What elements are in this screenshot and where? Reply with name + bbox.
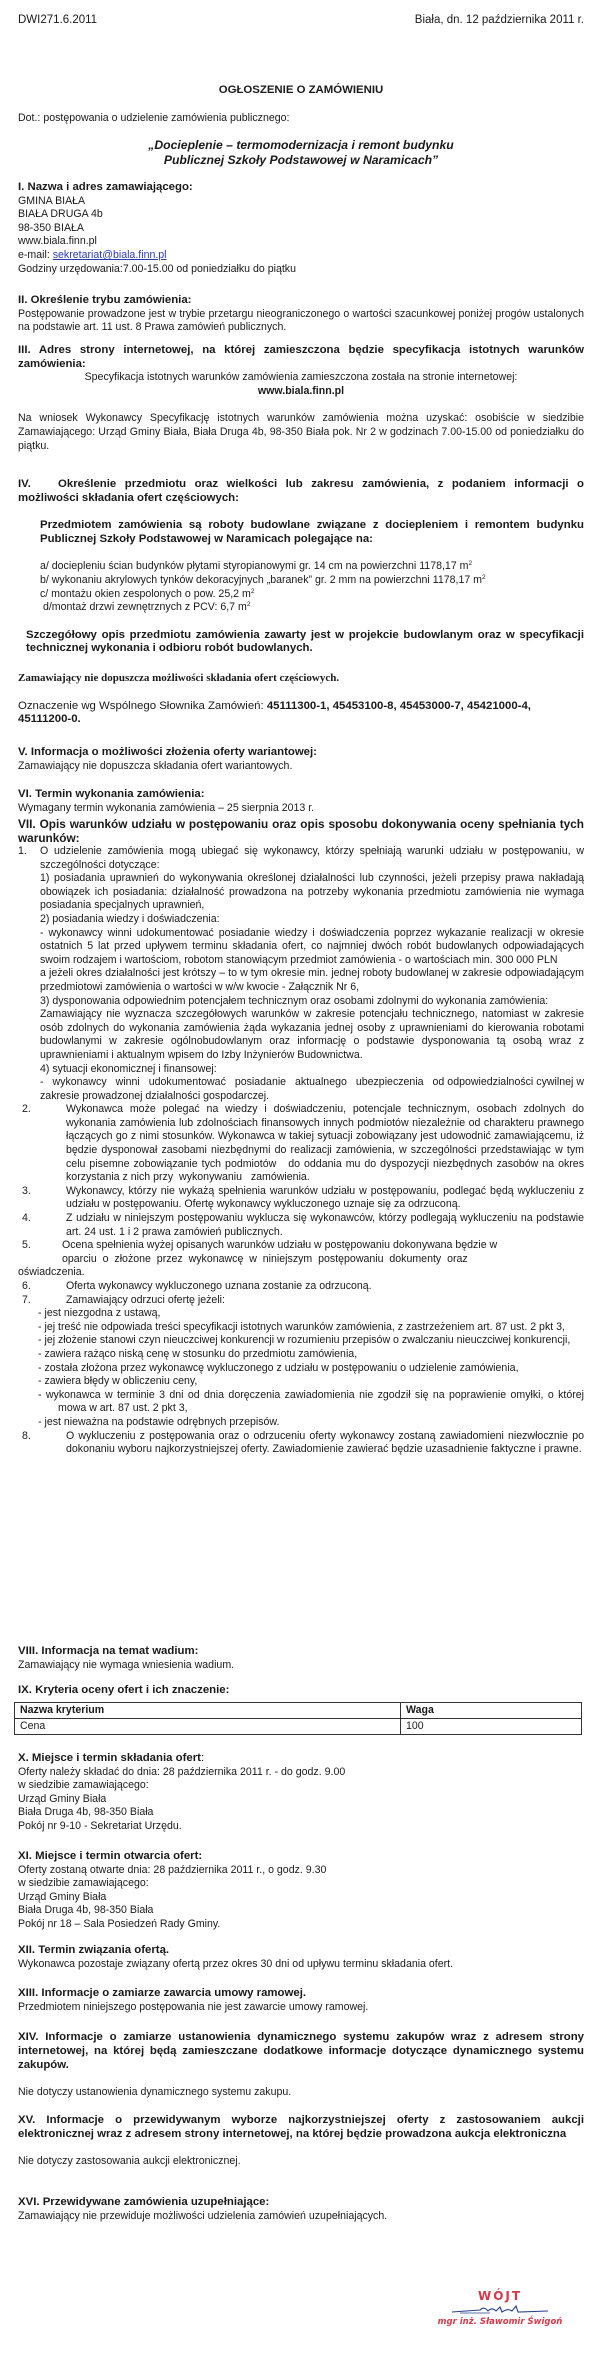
table-cell: Cena (15, 1719, 401, 1735)
section-11 (18, 1850, 326, 1932)
condition-4 (18, 1212, 584, 1239)
project-title (18, 138, 584, 168)
stamp-title: WÓJT (477, 2289, 523, 2303)
superscript: 2 (468, 560, 473, 568)
submission-line: Oferty należy składać do dnia: 28 października 2011 r. - do godz. 9.00 (18, 1765, 346, 1778)
rejection-item: - jej treść nie odpowiada treści specyfikacji istotnych warunków zamówienia, z zastrzeżeniem art. 87 ust. 2 pkt 3, (38, 1320, 565, 1333)
section-10-heading (18, 1752, 345, 1766)
address-line: BIAŁA DRUGA 4b (18, 208, 103, 221)
condition-subitem: 2) posiadania wiedzy i doświadczenia: (40, 912, 220, 925)
condition-number: 4. (22, 1212, 31, 1225)
section-12 (18, 1944, 453, 1971)
section-4-number: IV. (18, 478, 31, 490)
section-1-heading: I. Nazwa i adres zamawiającego: (18, 181, 193, 193)
condition-number: 1. (18, 845, 27, 857)
section-16-heading: XVI. Przewidywane zamówienia uzupełniające: (18, 2196, 270, 2208)
rejection-item: - zawiera rażąco niską cenę w stosunku do przedmiotu zamówienia, (38, 1347, 358, 1360)
table-header-cell: Waga (401, 1703, 582, 1719)
section-15 (18, 2113, 584, 2169)
section-8 (18, 1645, 234, 1672)
section-3-heading: III. Adres strony internetowej, na której zamieszczona będzie specyfikacja istotnych warunków zamówienia: (18, 344, 584, 370)
section-16-text: Zamawiający nie przewiduje możliwości udzielenia zamówień uzupełniających. (18, 2209, 388, 2222)
superscript: 2 (246, 601, 251, 609)
works-item (40, 574, 584, 588)
spec-url[interactable]: www.biala.finn.pl (257, 384, 345, 397)
signature-stamp (420, 2290, 580, 2329)
section-13-text: Przedmiotem niniejszego postępowania nie jest zawarcie umowy ramowej. (18, 2000, 369, 2013)
signatory-name: mgr inż. Sławomir Świgoń (437, 2316, 563, 2327)
opening-line: Urząd Gminy Biała (18, 1890, 107, 1903)
condition-8 (18, 1430, 584, 1457)
works-item-text: d/montaż drzwi zewnętrznych z PCV: 6,7 m (40, 601, 247, 614)
opening-line: Oferty zostaną otwarte dnia: 28 października 2011 r., o godz. 9.30 (18, 1863, 327, 1876)
condition-text: Wykonawca może polegać na wiedzy i doświadczeniu, potencjale technicznym, osobach zdolnych do wykonania zamówienia lub zdolnościach finansowych innych podmiotów niezależnie od charakteru prawnego łączących go z nimi stosunków. Wykonawca w takiej sytuacji zobowiązany jest udowodnić zamawiającemu, iż będzie dysponował zasobami niezbędnymi do realizacji zamówienia, w szczególności przedstawiając w tym celu pisemne zobowiązanie tych podmiotów do oddania mu do dyspozycji niezbędnych zasobów na okres korzystania z nich przy wykonywaniu zamówienia. (66, 1103, 587, 1184)
project-title-line1: „Docieplenie – termomodernizacja i remont budynku (148, 138, 454, 152)
section-8-text: Zamawiający nie wymaga wniesienia wadium. (18, 1658, 235, 1671)
reference-number: DWI271.6.2011 (18, 14, 98, 26)
section-13-heading: XIII. Informacje o zamiarze zawarcia umowy ramowej. (18, 1987, 307, 1999)
section-10 (18, 1752, 345, 1834)
website-text: www.biala.finn.pl (18, 235, 97, 248)
condition-text: Oferta wykonawcy wykluczonego uznana zostanie za odrzuconą. (66, 1280, 372, 1292)
condition-subitem-text: Zamawiający nie wyznacza szczegółowych warunków w zakresie potencjału technicznego, natomiast w zakresie osób zdolnych do wykonania zamówienia żąda wykazania jednej osoby z uprawnieniami do kierowania robotami budowlanymi w zakresie ogólnobudowlanym oraz informację o podstawie dysponowania tą osobą wraz z uprawnieniami i aktualnym wpisem do Izby Inżynierów Budownictwa. (40, 1008, 584, 1061)
condition-number: 3. (22, 1184, 31, 1197)
condition-number: 7. (22, 1293, 31, 1306)
cpv-codes (18, 700, 584, 727)
section-9 (18, 1684, 229, 1698)
opening-line: w siedzibie zamawiającego: (18, 1877, 149, 1890)
section-10-heading-text: X. Miejsce i termin składania ofert (18, 1752, 201, 1764)
section-12-heading: XII. Termin związania ofertą. (18, 1944, 170, 1956)
condition-text-line (18, 1239, 584, 1253)
works-item-text: c/ montażu okien zespolonych o pow. 25,2 m (40, 587, 251, 600)
condition-text: Wykonawcy, którzy nie wykażą spełnienia warunków udziału w postępowaniu, podlegać będą wykluczeniu z udziału w postępowaniu. Ofertę wykonawcy wykluczonego uznaje się za odrzuconą. (66, 1184, 584, 1211)
submission-line: Pokój nr 9-10 - Sekretariat Urzędu. (18, 1819, 182, 1832)
superscript: 2 (250, 587, 255, 595)
section-1 (18, 181, 296, 276)
rejection-item: - jest nieważna na podstawie odrębnych przepisów. (38, 1415, 280, 1428)
table-header-cell: Nazwa kryterium (15, 1703, 401, 1719)
condition-subitem: 1) posiadania uprawnień do wykonywania określonej działalności lub czynności, jeżeli przepisy prawa nakładają obowiązek ich posiadania: działalność prowadzona na potrzeby wykonania przedmiotu zamówienia nie wymaga posiadania specjalnych uprawnień, (40, 872, 584, 912)
condition-3 (18, 1185, 584, 1212)
rejection-item: - została złożona przez wykonawcę wykluczonego z udziału w postępowaniu o udzielenie zamówienia, (38, 1361, 519, 1374)
condition-1 (18, 845, 587, 1103)
section-13 (18, 1987, 368, 2014)
colon: : (200, 1752, 205, 1764)
criteria-table-wrapper (14, 1702, 582, 1735)
section-6-heading: VI. Termin wykonania zamówienia: (18, 788, 205, 800)
section-4-heading (18, 478, 584, 505)
section-2 (18, 294, 584, 335)
detail-description: Szczegółowy opis przedmiotu zamówienia zawarty jest w projekcie budowlanym oraz w specyfikacji technicznej wykonania i odbioru robót budowlanych. (26, 628, 584, 655)
spec-center-text: Specyfikacja istotnych warunków zamówienia zamieszczona została na stronie internetowej: (84, 371, 518, 384)
section-15-text: Nie dotyczy zastosowania aukcji elektronicznej. (18, 2155, 241, 2167)
section-5 (18, 746, 317, 773)
works-item (40, 588, 584, 602)
section-3-text: Na wniosek Wykonawcy Specyfikację istotnych warunków zamówienia można uzyskać: osobiście w siedzibie Zamawiającego: Urząd Gminy Biała, Biała Druga 4b, 98-350 Biała pok. Nr 2 w godzinach 7.00-15.00 od poniedziałku do piątku. (18, 412, 584, 452)
submission-line: Urząd Gminy Biała (18, 1792, 107, 1805)
section-6-text: Wymagany termin wykonania zamówienia – 25 sierpnia 2013 r. (18, 801, 315, 814)
works-list (40, 560, 584, 614)
condition-number: 5. (22, 1239, 31, 1252)
intro-text: Dot.: postępowania o udzielenie zamówienia publicznego: (18, 112, 290, 124)
office-hours: Godziny urzędowania:7.00-15.00 od poniedziałku do piątku (18, 262, 296, 275)
section-7-heading: VII. Opis warunków udziału w postępowaniu oraz opis sposobu dokonywania oceny spełniania tych warunków: (18, 817, 584, 845)
condition-subitem-text: - wykonawcy winni udokumentować posiadanie aktualnego ubezpieczenia od odpowiedzialności cywilnej w zakresie prowadzonej działalności gospodarczej. (40, 1076, 587, 1102)
condition-text: O wykluczeniu z postępowania oraz o odrzuceniu oferty wykonawcy zostaną zawiadomieni niezwłocznie po dokonaniu wyboru najkorzystniejszej oferty. Zawiadomienie zawierać będzie uzasadnienie faktyczne i prawne. (66, 1429, 584, 1456)
condition-subitem-text: a jeżeli okres działalności jest krótszy – to w tym okresie min. jednej roboty budowlanej w zakresie odpowiadającym przedmiotowi zamówienia o wartości w w/w kwocie - Załącznik Nr 6, (40, 967, 584, 993)
condition-7 (18, 1294, 584, 1308)
condition-6 (18, 1280, 584, 1294)
document-title: OGŁOSZENIE O ZAMÓWIENIU (218, 84, 384, 96)
table-header-row (15, 1703, 582, 1719)
address-line: GMINA BIAŁA (18, 194, 86, 207)
works-item (40, 601, 584, 615)
criteria-table (14, 1702, 582, 1735)
condition-subitem-text: - wykonawcy winni udokumentować posiadanie wiedzy i doświadczenia poprzez wykazanie realizacji w okresie ostatnich 5 lat przed upływem terminu składania ofert, co najmniej dwóch robót budowlanych odpowiadających swoim rodzajem i wartościom, robotom stanowiącym przedmiot zamówienia - o wartościach min. 300 000 PLN (40, 926, 584, 966)
section-5-text: Zamawiający nie dopuszcza składania ofert wariantowych. (18, 759, 293, 772)
rejection-item: - jej złożenie stanowi czyn nieuczciwej konkurencji w rozumieniu przepisów o zwalczaniu nieuczciwej konkurencji, (38, 1334, 571, 1347)
email-label: e-mail: (18, 248, 53, 261)
section-2-text: Postępowanie prowadzone jest w trybie przetargu nieograniczonego o wartości szacunkowej poniżej progów ustalonych na podstawie art. 11 ust. 8 Prawa zamówień publicznych. (18, 307, 584, 334)
cpv-values: 45111300-1, 45453100-8, 45453000-7, 45421000-4, 45111200-0. (18, 699, 531, 726)
superscript: 2 (482, 573, 486, 581)
rejection-item: - jest niezgodna z ustawą, (38, 1307, 161, 1320)
section-5-heading: V. Informacja o możliwości złożenia oferty wariantowej: (18, 746, 317, 758)
section-14 (18, 2030, 584, 2100)
section-2-heading: II. Określenie trybu zamówienia: (18, 294, 192, 306)
works-item-text: b/ wykonaniu akrylowych tynków dekoracyjnych „baranek” gr. 2 mm na powierzchni 1178,17 m (40, 573, 483, 586)
address-line: 98-350 BIAŁA (18, 221, 84, 234)
condition-text-line: oświadczenia. (18, 1266, 85, 1279)
place-date: Biała, dn. 12 października 2011 r. (414, 14, 584, 26)
section-6 (18, 788, 314, 815)
email-line (18, 249, 296, 263)
rejection-item: - zawiera błędy w obliczeniu ceny, (38, 1375, 198, 1388)
condition-number: 8. (22, 1429, 31, 1442)
table-row (15, 1719, 582, 1735)
section-4-heading-text: Określenie przedmiotu oraz wielkości lub zakresu zamówienia, z podaniem informacji o możliwości składania ofert częściowych: (18, 478, 584, 504)
no-partial-offers: Zamawiający nie dopuszcza możliwości składania ofert częściowych. (18, 671, 340, 684)
section-14-text: Nie dotyczy ustanowienia dynamicznego systemu zakupu. (18, 2086, 292, 2098)
order-subject: Przedmiotem zamówienia są roboty budowlane związane z dociepleniem i remontem budynku Publicznej Szkoły Podstawowej w Naramicach polegające na: (40, 519, 584, 545)
section-11-heading: XI. Miejsce i termin otwarcia ofert: (18, 1850, 203, 1862)
project-title-line2: Publicznej Szkoły Podstawowej w Naramicach” (163, 153, 439, 167)
section-8-heading: VIII. Informacja na temat wadium: (18, 1645, 199, 1657)
table-cell: 100 (401, 1719, 582, 1735)
section-16 (18, 2196, 387, 2223)
condition-5 (18, 1239, 584, 1280)
condition-number: 2. (22, 1103, 31, 1116)
condition-number: 6. (22, 1280, 31, 1292)
section-3 (18, 344, 584, 453)
rejection-list (18, 1307, 584, 1429)
submission-line: w siedzibie zamawiającego: (18, 1779, 149, 1792)
section-14-heading: XIV. Informacje o zamiarze ustanowienia dynamicznego systemu zakupów wraz z adresem strony internetowej, na której będą zamieszczane dodatkowe informacje dotyczące dynamicznego systemu zakupów. (18, 2031, 584, 2071)
condition-2 (18, 1103, 587, 1185)
section-7 (18, 817, 587, 1457)
submission-line: Biała Druga 4b, 98-350 Biała (18, 1806, 154, 1819)
works-item (40, 560, 584, 574)
condition-subitem: 4) sytuacji ekonomicznej i finansowej: (40, 1062, 217, 1075)
cpv-label: Oznaczenie wg Wspólnego Słownika Zamówień: (18, 699, 267, 712)
condition-text: Zamawiający odrzuci ofertę jeżeli: (66, 1293, 225, 1306)
condition-text: Z udziału w niniejszym postępowaniu wyklucza się wykonawców, którzy podlegają wykluczeniu na podstawie art. 24 ust. 1 i 2 prawa zamówień publicznych. (66, 1212, 584, 1238)
section-4 (18, 478, 584, 727)
condition-text: O udzielenie zamówienia mogą ubiegać się wykonawcy, którzy spełniają warunki udziału w postępowaniu, w szczególności dotyczące: (40, 845, 584, 871)
condition-text-line: oparciu o złożone przez wykonawcę w niniejszym postępowaniu dokumenty oraz (62, 1252, 468, 1265)
section-12-text: Wykonawca pozostaje związany ofertą przez okres 30 dni od upływu terminu składania ofert. (18, 1957, 454, 1970)
rejection-item: - wykonawca w terminie 3 dni od dnia doręczenia zawiadomienia nie zgodził się na poprawienie omyłki, o której mowa w art. 87 ust. 2 pkt 3, (38, 1388, 584, 1415)
works-item-text: a/ dociepleniu ścian budynków płytami styropianowymi gr. 14 cm na powierzchni 1178,17 m (40, 560, 469, 573)
section-9-heading: IX. Kryteria oceny ofert i ich znaczenie: (18, 1684, 230, 1696)
condition-text: Ocena spełnienia wyżej opisanych warunków udziału w postępowaniu dokonywana będzie w (62, 1239, 498, 1252)
section-15-heading: XV. Informacje o przewidywanym wyborze najkorzystniejszej oferty z zastosowaniem aukcji elektronicznej wraz z adresem strony internetowej, na której będzie prowadzona aukcja elektroniczna (18, 2114, 584, 2140)
email-link[interactable]: sekretariat@biala.finn.pl (52, 248, 167, 261)
signature-scribble-icon (450, 2304, 550, 2316)
condition-subitem: 3) dysponowania odpowiednim potencjałem technicznym oraz osobami zdolnymi do wykonania zamówienia: (40, 994, 549, 1007)
opening-line: Biała Druga 4b, 98-350 Biała (18, 1904, 154, 1917)
opening-line: Pokój nr 18 – Sala Posiedzeń Rady Gminy. (18, 1917, 221, 1930)
